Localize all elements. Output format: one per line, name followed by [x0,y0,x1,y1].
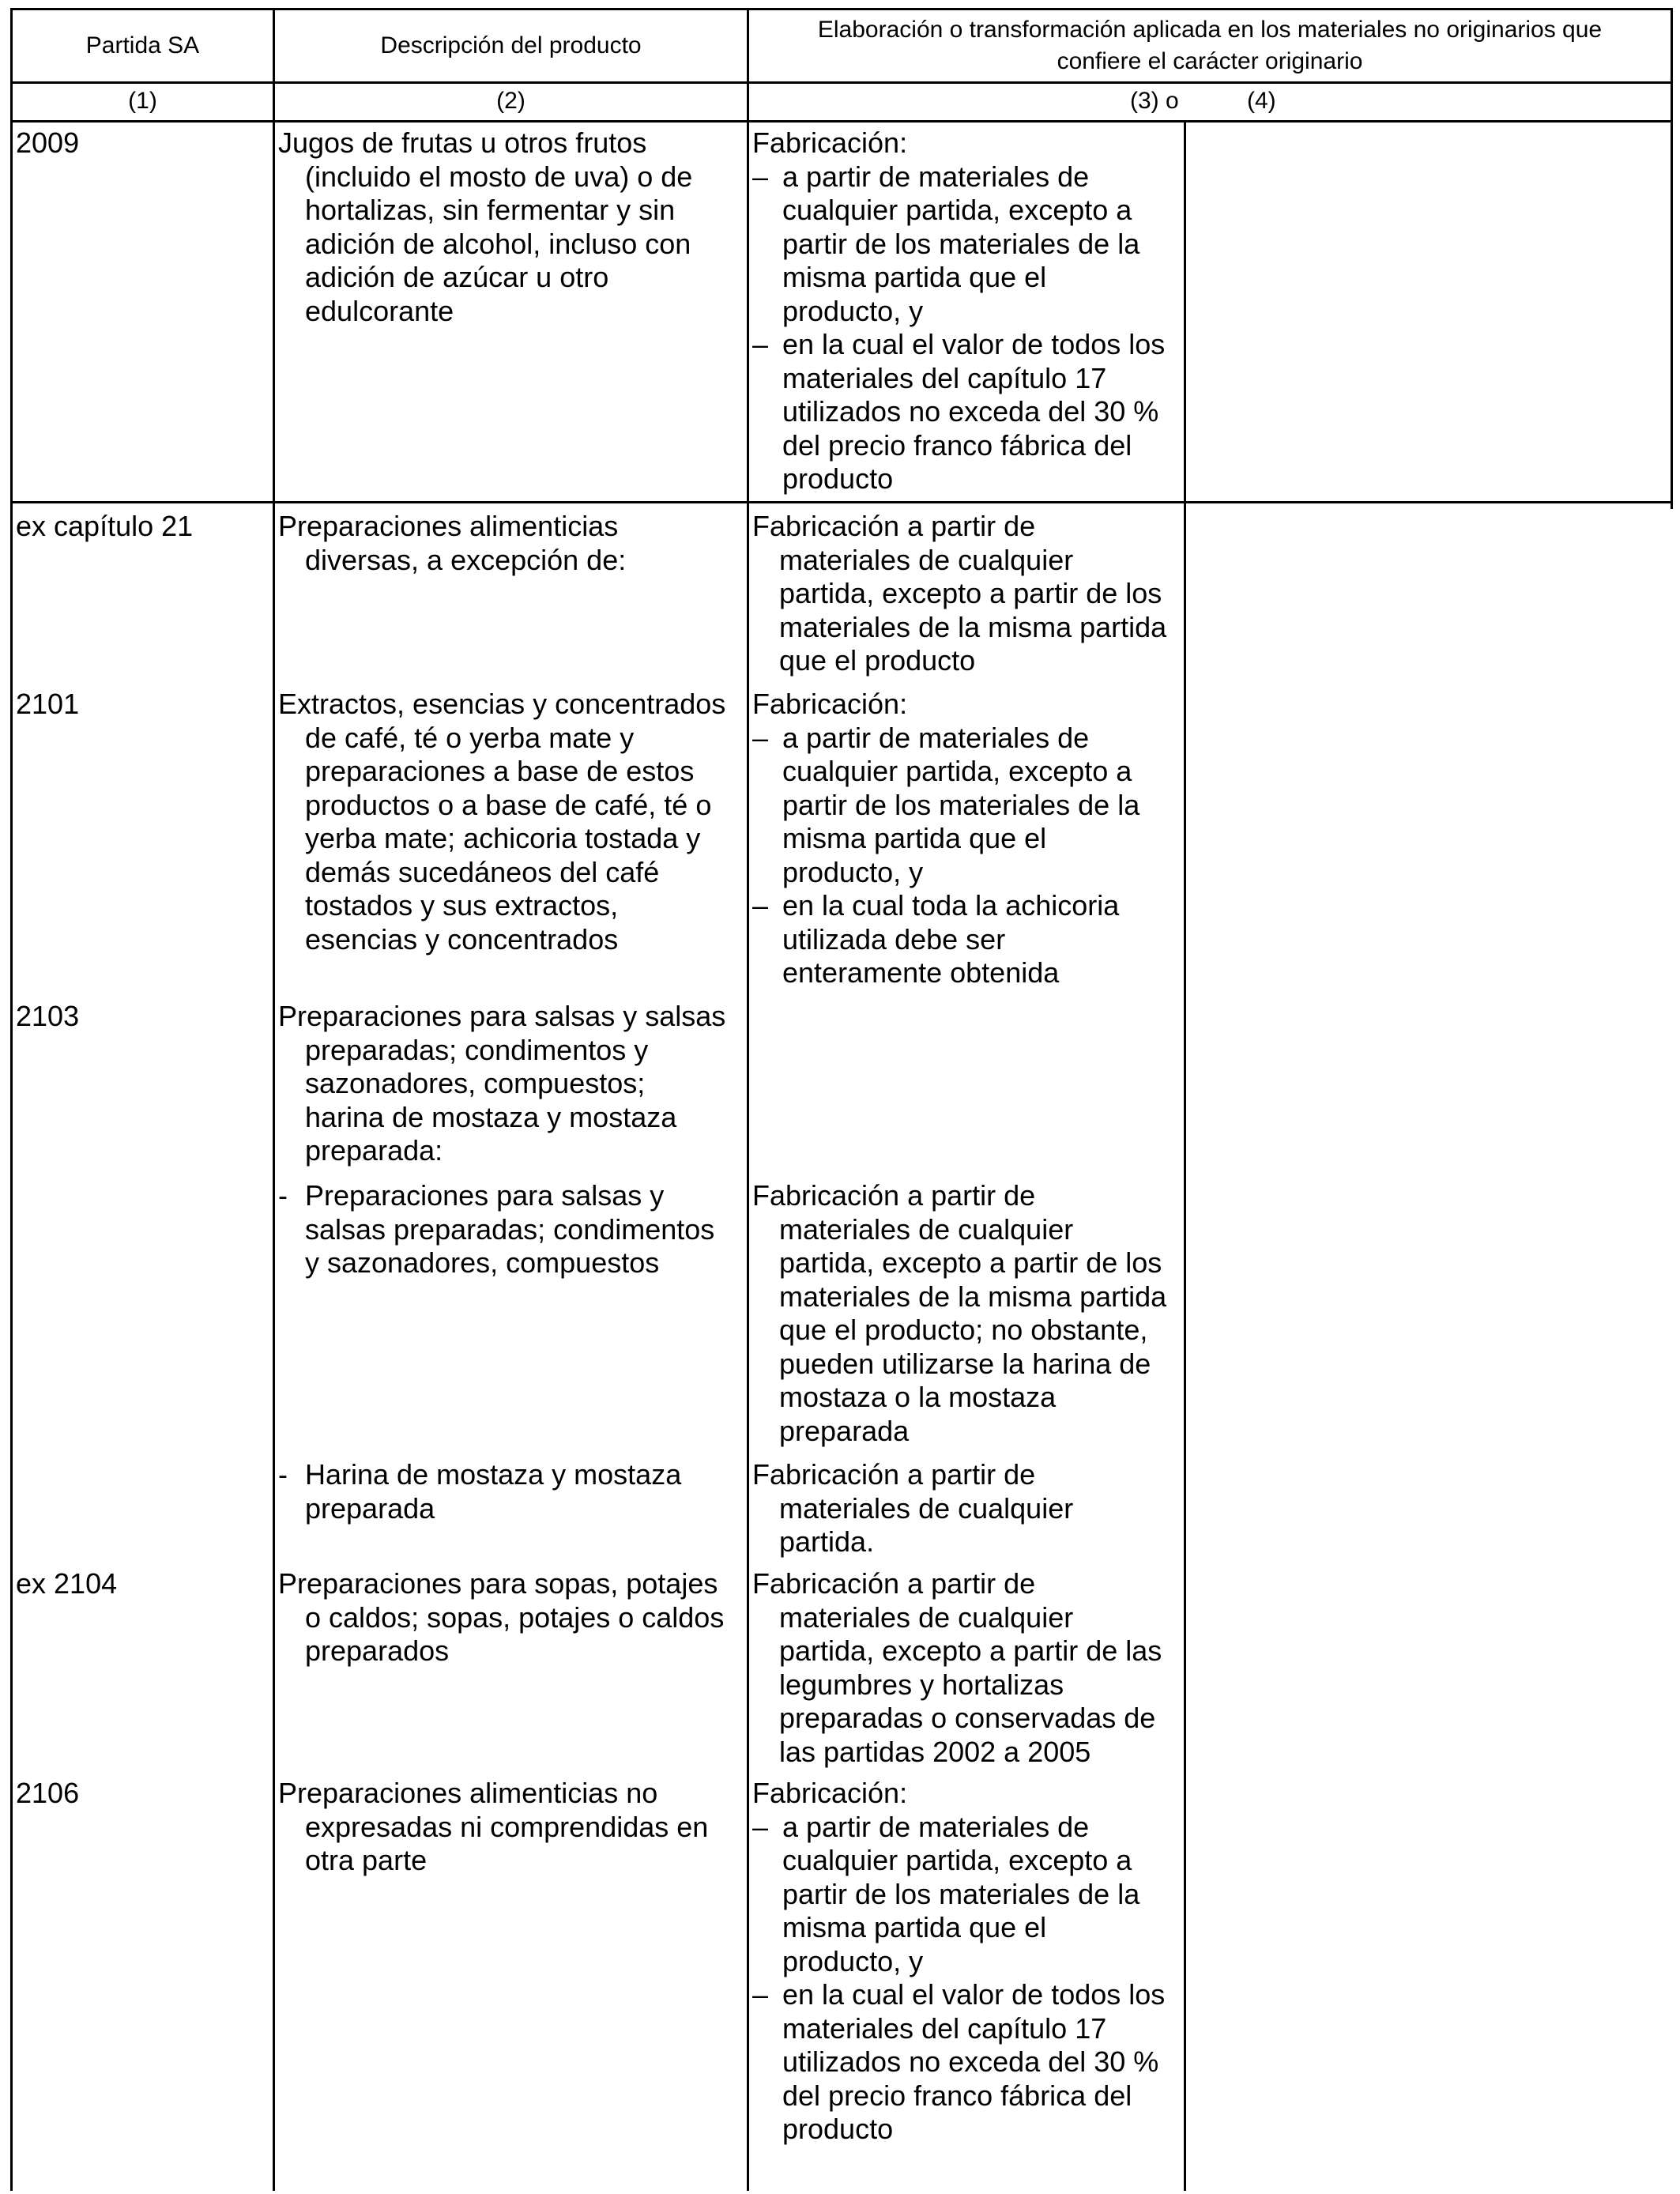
rule-line: producto, y [782,855,924,888]
row-divider-2009 [10,501,1673,503]
rule-line: materiales del capítulo 17 [782,2011,1107,2045]
rule-line: a partir de materiales de [782,1810,1090,1843]
row-code-ex-cap-21: ex capítulo 21 [16,510,194,542]
desc-line: Preparaciones para salsas y [305,1179,665,1212]
rule-line: utilizada debe ser [782,922,1006,956]
desc-line: preparadas; condimentos y [305,1033,649,1066]
colnum-1: (1) [128,88,157,114]
rule-line: producto [782,462,894,495]
rule-item [752,889,1139,990]
sub-list-item [278,1179,714,1280]
rule-line: utilizados no exceda del 30 % [782,2045,1159,2078]
rule-line: partida, excepto a partir de los [779,577,1162,609]
desc-line: expresadas ni comprendidas en [305,1810,709,1843]
desc-line: productos o a base de café, té o [305,788,712,821]
rule-line: misma partida que el [782,822,1047,854]
col-border-2-3 [747,8,749,2191]
rule-line: producto [782,2113,894,2145]
dash-bullet: – [752,721,769,754]
col-border-left [10,8,13,2191]
subitem-rule-harina [752,1458,1073,1559]
col-border-1-2 [273,8,275,2191]
dash-bullet: – [752,328,769,360]
rule-line: enteramente obtenida [782,956,1060,989]
rule-line: cualquier partida, excepto a [782,194,1132,226]
desc-line: edulcorante [305,294,454,327]
sub-list-item [278,1458,681,1525]
rule-line: misma partida que el [782,1911,1047,1943]
desc-line: yerba mate; achicoria tostada y [305,822,701,854]
rule-line: preparada [779,1414,910,1447]
desc-line: (incluido el mosto de uva) o de [305,160,693,193]
row-code-2103: 2103 [16,1000,80,1032]
desc-line: preparada [305,1491,435,1525]
rule-line: materiales de la misma partida [779,610,1167,643]
rule-line: partir de los materiales de la [782,1877,1140,1910]
subitem-desc-salsas [278,1179,714,1280]
rule-item [752,1978,1165,2147]
dash-bullet: – [752,160,769,193]
row-desc-2103 [278,1000,725,1168]
rule-line: a partir de materiales de [782,160,1090,193]
hyphen-bullet: - [278,1179,288,1212]
rule-line: partida, excepto a partir de las [779,1634,1162,1667]
row-rule-2009 [752,126,1165,496]
desc-line: salsas preparadas; condimentos [305,1212,715,1246]
row-code-2009: 2009 [16,126,80,159]
hyphen-bullet: - [278,1458,288,1491]
rule-line: del precio franco fábrica del [782,428,1132,462]
rule-intro: Fabricación: [752,126,908,159]
rule-line: del precio franco fábrica del [782,2079,1132,2112]
desc-line: de café, té o yerba mate y [305,721,635,754]
rule-line: las partidas 2002 a 2005 [779,1735,1091,1768]
row-desc-2009 [278,126,692,328]
rule-line: preparadas o conservadas de [779,1702,1156,1734]
desc-line: adición de alcohol, incluso con [305,227,691,260]
rule-line: materiales de cualquier [779,1600,1074,1634]
rule-line: en la cual el valor de todos los [782,1978,1166,2011]
table-top-border [10,8,1673,10]
rule-line: Fabricación a partir de [752,1179,1036,1212]
rule-intro: Fabricación: [752,1777,908,1809]
desc-line: sazonadores, compuestos; [305,1067,646,1099]
row-rule-ex-2104 [752,1567,1162,1769]
rule-intro: Fabricación: [752,688,908,720]
row-rule-2101 [752,688,1139,990]
subitem-desc-harina [278,1458,681,1525]
header-elaboracion [749,14,1671,77]
rule-line: materiales del capítulo 17 [782,361,1107,394]
rule-line: en la cual toda la achicoria [782,889,1120,922]
rule-item [752,328,1165,496]
number-row-divider [10,120,1673,123]
desc-line: Preparaciones alimenticias [278,510,619,542]
desc-line: Preparaciones para salsas y salsas [278,1000,726,1032]
col-border-3-4 [1184,120,1186,2191]
desc-line: otra parte [305,1844,428,1876]
rule-line: partida, excepto a partir de los [779,1246,1162,1279]
colnum-2: (2) [496,88,525,114]
rule-line: partida. [779,1525,875,1558]
desc-line: harina de mostaza y mostaza [305,1100,677,1133]
rule-line: misma partida que el [782,261,1047,293]
header-elaboracion-line1: Elaboración o transformación aplicada en los materiales no originarios que [817,17,1603,43]
header-elaboracion-line2: confiere el carácter originario [1057,48,1363,74]
desc-line: preparaciones a base de estos [305,755,695,787]
rule-line: materiales de cualquier [779,1212,1074,1246]
desc-line: o caldos; sopas, potajes o caldos [305,1600,725,1634]
desc-line: tostados y sus extractos, [305,889,619,922]
row-code-2106: 2106 [16,1777,80,1809]
rule-item [752,722,1139,890]
row-rule-ex-cap-21 [752,510,1166,678]
row-desc-2106 [278,1777,708,1878]
rule-line: pueden utilizarse la harina de [779,1347,1151,1380]
desc-line: esencias y concentrados [305,922,619,956]
dash-bullet: – [752,1978,769,2011]
row-desc-2101 [278,688,725,956]
desc-line: diversas, a excepción de: [305,543,627,576]
rule-item [752,160,1165,329]
rule-line: utilizados no exceda del 30 % [782,395,1159,428]
desc-line: Preparaciones para sopas, potajes [278,1567,718,1600]
rule-line: que el producto; no obstante, [779,1314,1148,1346]
row-desc-ex-cap-21 [278,510,626,577]
rule-line: Fabricación a partir de [752,510,1036,542]
desc-line: Harina de mostaza y mostaza [305,1458,682,1491]
rule-line: partir de los materiales de la [782,788,1140,821]
rule-line: cualquier partida, excepto a [782,755,1132,787]
header-divider [10,81,1673,84]
rule-line: Fabricación a partir de [752,1458,1036,1491]
rule-line: mostaza o la mostaza [779,1381,1057,1413]
rule-line: en la cual el valor de todos los [782,328,1166,360]
rule-line: cualquier partida, excepto a [782,1844,1132,1876]
desc-line: preparados [305,1634,450,1667]
rule-line: materiales de cualquier [779,543,1074,576]
rule-line: a partir de materiales de [782,721,1090,754]
header-partida-sa: Partida SA [85,32,200,58]
col-border-right [1671,8,1673,509]
rule-line: que el producto [779,644,976,677]
rule-line: Fabricación a partir de [752,1567,1036,1600]
dash-bullet: – [752,1810,769,1843]
header-descripcion: Descripción del producto [380,32,642,58]
row-desc-ex-2104 [278,1567,724,1668]
desc-line: Jugos de frutas u otros frutos [278,126,647,159]
colnum-3: (3) o [1130,88,1179,114]
desc-line: y sazonadores, compuestos [305,1246,660,1279]
desc-line: adición de azúcar u otro [305,261,609,293]
desc-line: hortalizas, sin fermentar y sin [305,194,676,226]
subitem-rule-salsas [752,1179,1166,1448]
rule-line: materiales de cualquier [779,1491,1074,1525]
rule-item [752,1811,1165,1979]
colnum-4: (4) [1247,88,1276,114]
rule-line: legumbres y hortalizas [779,1668,1064,1701]
dash-bullet: – [752,889,769,922]
rule-line: partir de los materiales de la [782,227,1140,260]
rule-line: producto, y [782,1944,924,1977]
row-code-ex-2104: ex 2104 [16,1567,118,1600]
rule-line: materiales de la misma partida [779,1280,1167,1313]
rule-line: producto, y [782,294,924,327]
desc-line: Extractos, esencias y concentrados [278,688,726,720]
desc-line: demás sucedáneos del café [305,855,660,888]
row-code-2101: 2101 [16,688,80,720]
row-rule-2106 [752,1777,1165,2147]
desc-line: preparada: [305,1134,443,1167]
desc-line: Preparaciones alimenticias no [278,1777,658,1809]
